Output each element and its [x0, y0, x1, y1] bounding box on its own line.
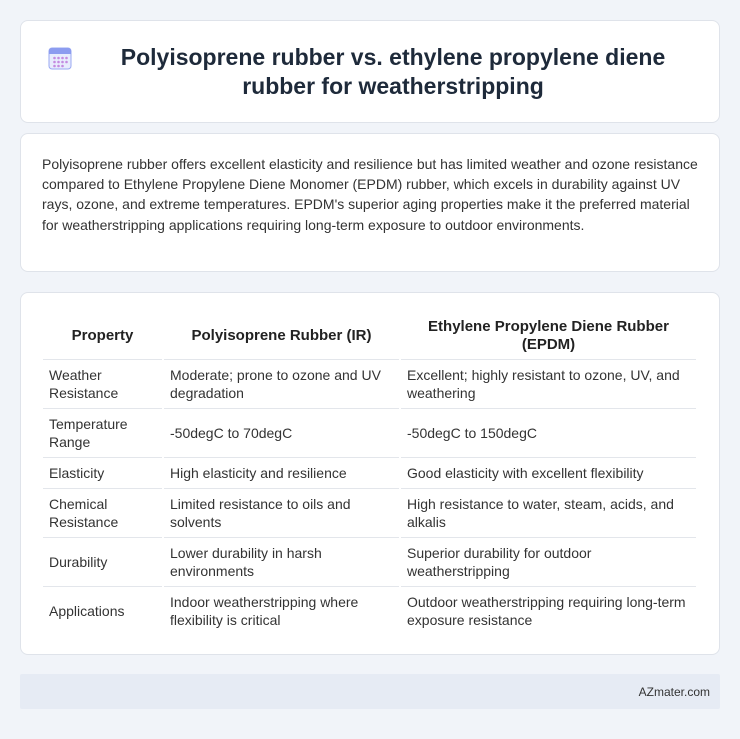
comparison-table-card	[20, 292, 720, 655]
header-property: Property	[71, 327, 134, 344]
table-row	[43, 408, 696, 456]
cell-property: Applications	[43, 586, 162, 634]
summary-text: Polyisoprene rubber offers excellent elasticity and resilience but has limited weather and ozone resistance compared to Ethylene Propylene Diene Monomer (EPDM) rubber, which excels in durability against UV rays, ozone, and extreme temperatures. EPDM's superior aging properties make it the preferred material for weatherstripping applications requiring long-term exposure to outdoor environments.	[42, 156, 698, 233]
cell-property: Durability	[43, 537, 162, 585]
cell-property: Temperature Range	[43, 408, 162, 456]
cell-property: Weather Resistance	[43, 359, 162, 407]
cell-polyisoprene: High elasticity and resilience	[164, 457, 399, 487]
table-row	[43, 537, 696, 585]
cell-polyisoprene: -50degC to 70degC	[164, 408, 399, 456]
cell-polyisoprene: Limited resistance to oils and solvents	[164, 488, 399, 536]
cell-property: Elasticity	[43, 457, 162, 487]
table-row	[43, 457, 696, 487]
table-row	[43, 586, 696, 634]
header-epdm: Ethylene Propylene Diene Rubber (EPDM)	[428, 318, 669, 353]
cell-epdm: Good elasticity with excellent flexibility	[401, 457, 696, 487]
cell-property: Chemical Resistance	[43, 488, 162, 536]
cell-epdm: -50degC to 150degC	[401, 408, 696, 456]
comparison-table	[41, 313, 698, 635]
cell-polyisoprene: Indoor weatherstripping where flexibility is critical	[164, 586, 399, 634]
table-row	[43, 359, 696, 407]
header-polyisoprene: Polyisoprene Rubber (IR)	[191, 327, 372, 344]
table-row	[43, 488, 696, 536]
calendar-icon	[47, 45, 73, 71]
cell-epdm: Excellent; highly resistant to ozone, UV, and weathering	[401, 359, 696, 407]
summary-card	[20, 133, 720, 272]
cell-polyisoprene: Lower durability in harsh environments	[164, 537, 399, 585]
title-wrap	[47, 43, 693, 101]
table-header-row	[43, 314, 696, 358]
title-card	[20, 20, 720, 123]
cell-polyisoprene: Moderate; prone to ozone and UV degradation	[164, 359, 399, 407]
page-title: Polyisoprene rubber vs. ethylene propylene diene rubber for weatherstripping	[120, 43, 666, 99]
footer-brand[interactable]: AZmater.com	[638, 684, 710, 699]
footer-bar	[20, 674, 720, 709]
cell-epdm: Superior durability for outdoor weatherstripping	[401, 537, 696, 585]
cell-epdm: Outdoor weatherstripping requiring long-term exposure resistance	[401, 586, 696, 634]
cell-epdm: High resistance to water, steam, acids, and alkalis	[401, 488, 696, 536]
